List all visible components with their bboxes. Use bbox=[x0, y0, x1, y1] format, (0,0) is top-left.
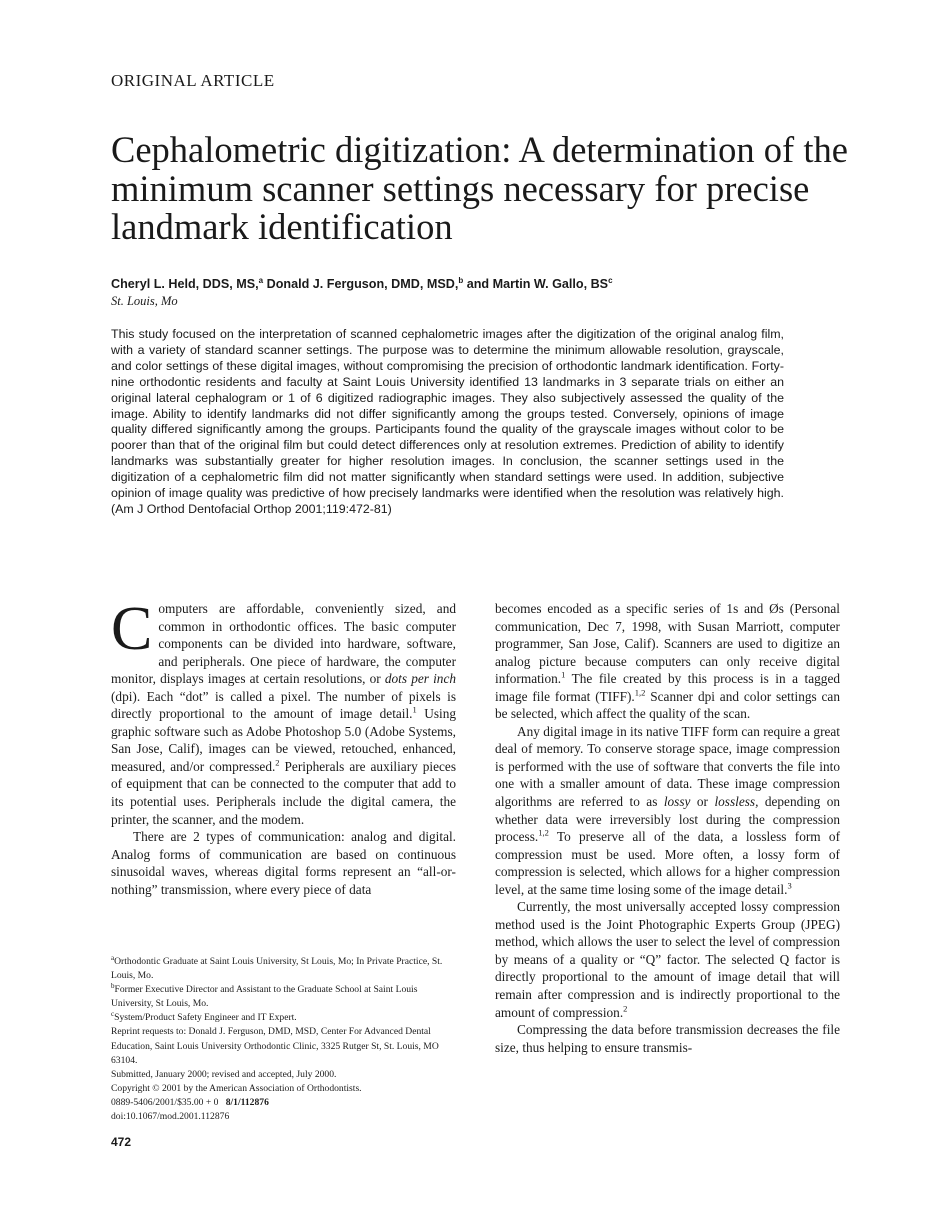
body-paragraph: becomes encoded as a specific series of 1s and Øs (Personal communication, Dec 7, 1998, with Susan Marriott, computer programmer, San Jose, Calif). Scanners are used to digitize an analog picture because computers can only receive digital information.$^1$ The file created by this process is in a tagged image file format (TIFF).$^{1,2}$ Scanner dpi and color settings can be selected, which affect the quality of the scan. bbox=[495, 601, 840, 722]
citation-ref: 1 bbox=[561, 669, 566, 680]
body-paragraph: Compressing the data before transmission decreases the file size, thus helping to ensure transmis- bbox=[495, 1022, 840, 1055]
author-list bbox=[111, 276, 613, 291]
article-title: Cephalometric digitization: A determination of the minimum scanner settings necessary for precise landmark identification bbox=[111, 129, 848, 247]
footnote-affiliation: $^c$System/Product Safety Engineer and IT Expert. bbox=[111, 1010, 297, 1024]
body-paragraph: Computers are affordable, conveniently sized, and common in orthodontic offices. The basic computer components can be divided into hardware, software, and peripherals. One piece of hardware, the computer monitor, displays images at certain resolutions, or dots per inch (dpi). Each “dot” is called a pixel. The number of pixels is directly proportional to the amount of image detail.$^1$ Using graphic software such as Adobe Photoshop 5.0 (Adobe Systems, San Jose, Calif), images can be viewed, retouched, enhanced, measured, and/or compressed.$^2$ Peripherals are auxiliary pieces of equipment that can be connected to the computer that add to its potential uses. Peripherals include the digital camera, the printer, the scanner, and the modem. bbox=[111, 595, 457, 827]
citation-ref: 2 bbox=[275, 757, 280, 768]
citation-ref: 2 bbox=[623, 1003, 628, 1014]
body-paragraph: Any digital image in its native TIFF form can require a great deal of memory. To conserve storage space, image compression is performed with the use of software that converts the file into one with a smaller amount of data. These image compression algorithms are referred to as lossy or lossless, depending on whether data were irreversibly lost during the compression process.$^{1,2}$ To preserve all of the data, a lossless form of compression must be used. More often, a lossy form of compression is selected, which allows for a higher compression level, at the same time losing some of the image detail.$^3$ bbox=[495, 723, 840, 897]
doi-line: doi:10.1067/mod.2001.112876 bbox=[111, 1111, 230, 1123]
reprint-requests: Reprint requests to: Donald J. Ferguson, DMD, MSD, Center For Advanced Dental Education, Saint Louis University Orthodontic Clinic, 3325 Rutger St, St. Louis, MO 63104. bbox=[111, 1026, 439, 1066]
footnotes bbox=[111, 955, 456, 1124]
author-affiliation-mark: c bbox=[608, 276, 613, 285]
footnote-affiliation: $^b$Former Executive Director and Assistant to the Graduate School at Saint Louis University, St Louis, Mo. bbox=[111, 982, 418, 1010]
author-location: St. Louis, Mo bbox=[111, 294, 178, 308]
author-name: and Martin W. Gallo, BS bbox=[463, 277, 609, 292]
abstract: This study focused on the interpretation of scanned cephalometric images after the digitization of the original analog film, with a variety of standard scanner settings. The purpose was to determine the minimum allowable resolution, grayscale, and color settings of these digital images, without compromising the precision of orthodontic landmark identification. Forty-nine orthodontic residents and faculty at Saint Louis University identified 13 landmarks in 3 separate trials on either an original lateral cephalogram or 1 of 6 digitized radiographic images. They also subjectively assessed the quality of the image. Ability to identify landmarks did not differ significantly among the groups tested. Conversely, opinions of image quality differed significantly among the groups. Participants found the quality of the grayscale images without color to be poorer than that of the original film but could detect differences only at resolution extremes. Prediction of ability to identify landmarks was substantially greater for higher resolution images. In conclusion, the scanner settings used in the digitization of a cephalometric film did not matter significantly when standard settings were used. In addition, subjective opinion of image quality was predictive of how precisely landmarks were identified when the resolution was relatively high. (Am J Orthod Dentofacial Orthop 2001;119:472-81) bbox=[111, 327, 784, 516]
author-name: Donald J. Ferguson, DMD, MSD, bbox=[263, 277, 459, 292]
footnote-affiliation: $^a$Orthodontic Graduate at Saint Louis University, St Louis, Mo; In Private Practice, St. Louis, Mo. bbox=[111, 953, 443, 982]
author-name: Cheryl L. Held, DDS, MS, bbox=[111, 277, 259, 292]
citation-ref: 3 bbox=[787, 880, 792, 891]
body-paragraph: There are 2 types of communication: analog and digital. Analog forms of communication are based on continuous sinusoidal waves, whereas digital forms represent an “all-or-nothing” transmission, where every piece of data bbox=[111, 829, 456, 897]
body-column-right bbox=[495, 600, 840, 1056]
issn-line: 0889-5406/2001/$35.00 + 0 8/1/112876 bbox=[111, 1096, 269, 1108]
section-label: ORIGINAL ARTICLE bbox=[111, 71, 275, 90]
page-number: 472 bbox=[111, 1135, 132, 1149]
author-affiliation-mark: a bbox=[258, 276, 264, 285]
citation-ref: 1,2 bbox=[634, 687, 646, 698]
body-paragraph: Currently, the most universally accepted lossy compression method used is the Joint Photographic Experts Group (JPEG) method, which allows the user to select the level of compression by means of a quality or “Q” factor. The selected Q factor is directly proportional to the amount of image detail that will remain after compression and is indirectly proportional to the amount of compression.$^2$ bbox=[495, 899, 840, 1020]
drop-cap: C bbox=[111, 595, 153, 663]
citation-ref: 1,2 bbox=[538, 827, 549, 838]
body-column-left bbox=[111, 595, 457, 898]
copyright-notice: Copyright © 2001 by the American Association of Orthodontists. bbox=[111, 1082, 362, 1094]
citation-ref: 1 bbox=[412, 704, 417, 715]
submission-dates: Submitted, January 2000; revised and accepted, July 2000. bbox=[111, 1068, 337, 1080]
author-affiliation-mark: b bbox=[458, 276, 464, 285]
